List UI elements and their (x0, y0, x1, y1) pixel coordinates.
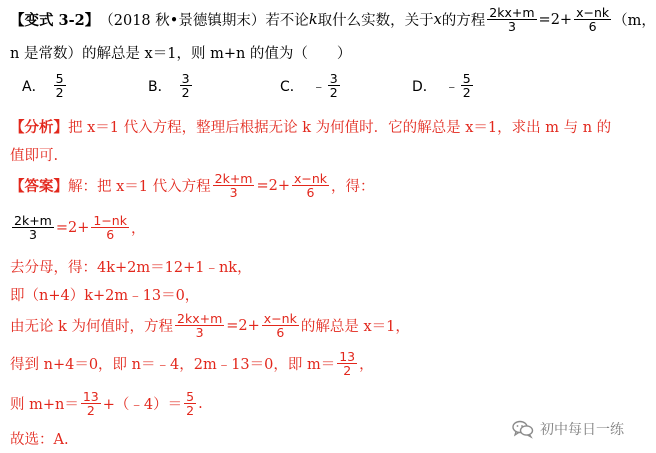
fraction-denominator: 6 (276, 325, 285, 341)
analysis-text-1: 把 x＝1 代入方程，整理后根据无论 k 为何值时．它的解总是 x＝1，求出 m 与 n 的 (68, 120, 612, 136)
answer-end-7: . (198, 395, 203, 412)
fraction-denominator: 3 (195, 325, 204, 341)
analysis-line-2 (10, 144, 58, 165)
problem-tag-open: 【 (10, 12, 25, 30)
answer-step-8: 故选：A. (10, 432, 69, 448)
option-sign: ﹣ (444, 78, 459, 95)
analysis-tag: 【分析】 (10, 119, 68, 136)
answer-line-3 (10, 256, 252, 277)
fraction-denominator: 2 (181, 85, 190, 101)
answer-fraction-3 (12, 214, 54, 241)
answer-step-5-pre: 由无论 k 为何值时，方程 (10, 319, 174, 336)
equation-left-fraction (487, 6, 536, 33)
answer-mid-2: =2+ (55, 219, 90, 236)
answer-end-2: ， (130, 221, 146, 238)
option-fraction (328, 72, 340, 99)
answer-end-5: 的解总是 x＝1， (300, 319, 410, 336)
answer-fraction-6 (262, 312, 299, 339)
fraction-numerator: 1−nk (93, 213, 127, 228)
answer-step-7-pre: 则 m+n＝ (10, 397, 79, 414)
equation-right-fraction (574, 6, 611, 33)
fraction-numerator: x−nk (263, 311, 297, 326)
option-label: C． (280, 78, 304, 95)
fraction-denominator: 2 (329, 85, 338, 101)
fraction-denominator: 6 (306, 185, 315, 201)
problem-tag-close: 】 (84, 12, 100, 30)
watermark-text: 初中每日一练 (540, 422, 624, 438)
answer-line-2 (10, 214, 145, 241)
fraction-numerator: 3 (329, 71, 338, 86)
problem-text-3: 的方程 (441, 13, 486, 30)
problem-line-2 (10, 42, 351, 63)
answer-mid-1: =2+ (256, 177, 290, 194)
answer-step-3: 去分母，得：4k+2m＝12+1﹣nk， (10, 260, 252, 276)
fraction-numerator: 5 (186, 389, 195, 404)
option-d[interactable] (412, 72, 475, 99)
option-label: D． (412, 78, 437, 95)
fraction-denominator: 6 (106, 227, 115, 243)
answer-mid-7: +（﹣4）＝ (102, 397, 183, 414)
answer-line-7 (10, 390, 203, 417)
fraction-denominator: 2 (55, 85, 64, 101)
fraction-numerator: 13 (82, 389, 99, 404)
option-fraction (54, 72, 66, 99)
fraction-numerator: 13 (339, 349, 356, 364)
fraction-numerator: 2k+m (214, 171, 253, 186)
option-b[interactable] (148, 72, 194, 99)
fraction-denominator: 3 (229, 185, 238, 201)
answer-fraction-7 (337, 350, 357, 377)
fraction-numerator: 5 (462, 71, 471, 86)
option-label: B． (148, 78, 172, 95)
answer-line-1 (10, 172, 375, 199)
fraction-numerator: 2kx+m (489, 5, 535, 20)
fraction-denominator: 2 (462, 85, 471, 101)
answer-step-4: 即（n+4）k+2m﹣13＝0， (10, 288, 200, 304)
answer-line-4 (10, 284, 199, 305)
problem-text-4: （m， (613, 13, 656, 30)
analysis-line-1 (10, 116, 611, 137)
answer-end-1: ，得： (331, 179, 375, 196)
fraction-numerator: 2k+m (14, 213, 52, 228)
option-fraction (461, 72, 473, 99)
option-a[interactable] (22, 72, 68, 99)
option-fraction (180, 72, 192, 99)
fraction-numerator: x−nk (576, 5, 610, 20)
fraction-denominator: 3 (28, 227, 37, 243)
fraction-numerator: 3 (181, 71, 190, 86)
var-x: x (433, 11, 442, 28)
option-minus: ﹣ (311, 78, 326, 95)
fraction-numerator: x−nk (294, 171, 328, 186)
answer-line-5 (10, 312, 410, 339)
option-c[interactable] (280, 72, 342, 99)
answer-fraction-5 (175, 312, 224, 339)
answer-line-8 (10, 428, 69, 449)
problem-source: （2018 秋•景德镇期末） (99, 13, 266, 30)
var-k: k (308, 11, 318, 28)
problem-tag: 变式 3-2 (24, 12, 85, 30)
problem-text-2: 取什么实数，关于 (317, 13, 434, 30)
fraction-denominator: 2 (86, 403, 95, 419)
problem-line-1 (10, 6, 656, 33)
problem-text-line2: n 是常数）的解总是 x＝1，则 m+n 的值为（ ） (10, 46, 352, 62)
answer-intro: 解：把 x＝1 代入方程 (68, 179, 211, 196)
answer-end-6: ， (359, 357, 374, 374)
problem-text-1: 若不论 (265, 13, 309, 30)
option-label: A． (22, 78, 46, 95)
fraction-numerator: 5 (55, 71, 64, 86)
watermark (512, 419, 624, 439)
fraction-denominator: 3 (507, 19, 516, 35)
answer-line-6 (10, 350, 374, 377)
answer-fraction-9 (184, 390, 196, 417)
answer-tag: 【答案】 (10, 178, 68, 196)
fraction-denominator: 2 (343, 363, 352, 379)
answer-step-6-pre: 得到 n+4＝0，即 n＝﹣4，2m﹣13＝0，即 m＝ (10, 357, 336, 374)
fraction-denominator: 6 (588, 19, 597, 35)
answer-fraction-2 (292, 172, 329, 199)
wechat-icon (512, 420, 534, 438)
fraction-denominator: 2 (186, 403, 195, 419)
answer-fraction-8 (81, 390, 101, 417)
fraction-numerator: 2kx+m (177, 311, 223, 326)
equation-mid: =2+ (538, 11, 573, 28)
answer-mid-5: =2+ (226, 317, 260, 334)
answer-fraction-4 (91, 214, 129, 241)
analysis-text-2: 值即可. (10, 148, 59, 164)
answer-fraction-1 (213, 172, 255, 199)
